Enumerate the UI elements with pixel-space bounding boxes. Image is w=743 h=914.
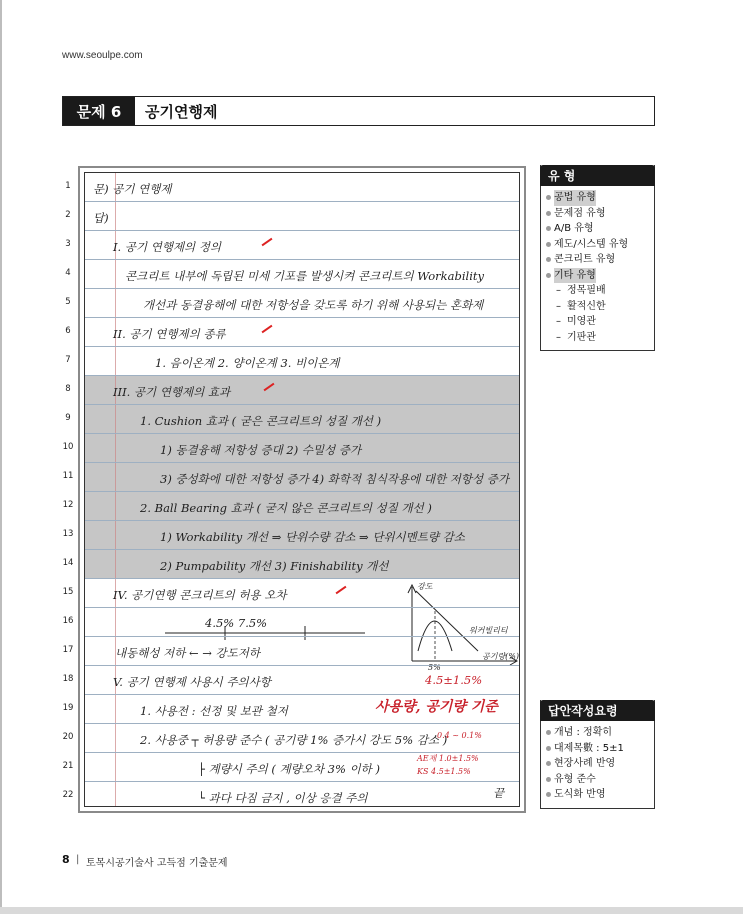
- air-content-note: 4.5±1.5%: [425, 673, 483, 687]
- type-item: [546, 252, 650, 268]
- type-item: [546, 206, 650, 222]
- line-number: 5: [65, 297, 71, 307]
- bullet-icon: [546, 257, 551, 262]
- handwritten-line: 개선과 동결융해에 대한 저항성을 갖도록 하기 위해 사용되는 혼화제: [143, 298, 484, 312]
- handwritten-line: 문) 공기 연행제: [93, 182, 172, 196]
- type-box-title: 유 형: [540, 165, 655, 186]
- book-title: 토목시공기술사 고득점 기출문제: [86, 858, 228, 869]
- line-number: 2: [65, 210, 71, 220]
- type-item-label: 콘크리트 유형: [554, 254, 616, 265]
- page-edge: [0, 0, 2, 914]
- footer-separator: |: [76, 854, 80, 865]
- handwritten-line: 콘크리트 내부에 독립된 미세 기포를 발생시켜 콘크리트의 Workability: [125, 269, 485, 283]
- handwritten-line: 1) 동결융해 저항성 증대 2) 수밀성 증가: [160, 443, 362, 457]
- guide-item: [546, 772, 650, 788]
- handwritten-line: IV. 공기연행 콘크리트의 허용 오차: [113, 588, 287, 602]
- guide-item: [546, 787, 650, 803]
- type-item: [546, 190, 650, 206]
- problem-title: 공기연행제: [145, 102, 218, 121]
- problem-number: 문제 6: [63, 97, 135, 125]
- line-number: 3: [65, 239, 71, 249]
- dash-icon: –: [556, 331, 561, 343]
- page-number: 8: [62, 853, 70, 866]
- line-number: 18: [62, 674, 74, 684]
- handwritten-line: 2. 사용중 ┬ 허용량 준수 ( 공기량 1% 증가시 강도 5% 감소 ): [140, 733, 448, 747]
- handwritten-line: 2) Pumpability 개선 3) Finishability 개선: [160, 559, 389, 573]
- guide-item-label: 개념 : 정확히: [554, 727, 613, 738]
- answer-sheet: [78, 166, 526, 813]
- guide-item: [546, 756, 650, 772]
- type-list: [541, 186, 654, 350]
- bullet-icon: [546, 792, 551, 797]
- line-number: 13: [62, 529, 74, 539]
- red-emphasis-note: 사용량, 공기량 기준: [375, 699, 498, 715]
- ae-note: AE제 1.0±1.5%: [417, 754, 479, 763]
- handwritten-line: 내동해성 저하 ← → 강도저하: [115, 646, 260, 660]
- line-number: 15: [62, 587, 74, 597]
- sheet-row: [85, 608, 519, 637]
- line-number: 22: [62, 790, 74, 800]
- dash-icon: –: [556, 285, 561, 296]
- line-number: 6: [65, 326, 71, 336]
- handwritten-line: III. 공기 연행제의 효과: [113, 385, 231, 399]
- bullet-icon: [546, 195, 551, 200]
- line-number: 17: [62, 645, 74, 655]
- handwritten-line: 1. Cushion 효과 ( 굳은 콘크리트의 성질 개선 ): [140, 414, 382, 428]
- line-number: 8: [65, 384, 71, 394]
- line-number: 1: [65, 181, 71, 191]
- bullet-icon: [546, 226, 551, 231]
- bullet-icon: [546, 761, 551, 766]
- bullet-icon: [546, 730, 551, 735]
- handwritten-line: ├ 계량시 주의 ( 계량오차 3% 이하 ): [198, 762, 380, 776]
- line-number: 20: [62, 732, 74, 742]
- bullet-icon: [546, 211, 551, 216]
- site-url: www.seoulpe.com: [62, 50, 143, 61]
- type-item-label: A/B 유형: [554, 223, 594, 234]
- handwritten-line: 1. 음이온계 2. 양이온계 3. 비이온계: [155, 356, 340, 370]
- guide-item-label: 대제목數 : 5±1: [554, 742, 624, 754]
- guide-box: [540, 700, 655, 809]
- type-item-label: 문제점 유형: [554, 207, 606, 219]
- type-item: [546, 268, 650, 284]
- handwritten-line: II. 공기 연행제의 종류: [113, 327, 226, 341]
- handwritten-line: I. 공기 연행제의 정의: [113, 240, 222, 254]
- bullet-icon: [546, 242, 551, 247]
- graph-y-label: 강도: [417, 582, 433, 591]
- dash-icon: –: [556, 300, 561, 312]
- line-number: 19: [62, 703, 74, 713]
- line-number: 7: [65, 355, 71, 365]
- problem-header: [62, 96, 655, 126]
- type-sub-item: [546, 299, 650, 315]
- type-sub-item-label: 미영관: [567, 316, 596, 327]
- guide-item: [546, 725, 650, 741]
- handwritten-line: 2. Ball Bearing 효과 ( 굳지 않은 콘크리트의 성질 개선 ): [140, 501, 432, 515]
- handwritten-line: └ 과다 다짐 금지 , 이상 응결 주의: [198, 791, 368, 805]
- type-sub-item-label: 활적신한: [567, 300, 606, 312]
- line-number: 10: [62, 442, 74, 452]
- guide-item: [546, 741, 650, 757]
- range-note: 0.4 ~ 0.1%: [437, 731, 482, 740]
- handwritten-line: 1. 사용전 : 선정 및 보관 철저: [140, 704, 288, 718]
- type-sub-item-label: 정목필배: [567, 285, 606, 296]
- guide-box-title: 답안작성요령: [540, 700, 655, 721]
- line-number: 16: [62, 616, 74, 626]
- type-sub-item-label: 기판관: [567, 331, 596, 343]
- bullet-icon: [546, 273, 551, 278]
- handwritten-line: 4.5% 7.5%: [205, 616, 268, 630]
- graph-curve-label: 워커빌리티: [469, 626, 508, 635]
- line-number: 9: [65, 413, 71, 423]
- type-item-label: 기타 유형: [554, 268, 596, 284]
- graph-x-label: 공기량(%): [482, 652, 520, 661]
- guide-item-label: 도식화 반영: [554, 789, 606, 800]
- handwritten-line: 1) Workability 개선 ⇒ 단위수량 감소 ⇒ 단위시멘트량 감소: [160, 530, 465, 544]
- guide-item-label: 유형 준수: [554, 773, 596, 785]
- sheet-row: [85, 202, 519, 231]
- answer-sheet-paper: [84, 172, 520, 807]
- bullet-icon: [546, 777, 551, 782]
- guide-list: [541, 721, 654, 808]
- line-number: 11: [62, 471, 74, 481]
- handwritten-line: V. 공기 연행제 사용시 주의사항: [113, 675, 271, 689]
- ks-note: KS 4.5±1.5%: [417, 767, 471, 776]
- type-item: [546, 237, 650, 253]
- line-number: 14: [62, 558, 74, 568]
- type-item-label: 공법 유형: [554, 190, 596, 206]
- line-number: 12: [62, 500, 74, 510]
- line-number: 21: [62, 761, 74, 771]
- handwritten-line: 답): [93, 211, 109, 225]
- handwritten-line: 3) 중성화에 대한 저항성 증가 4) 화학적 침식작용에 대한 저항성 증가: [160, 472, 509, 486]
- bullet-icon: [546, 746, 551, 751]
- end-mark: 끝: [493, 786, 505, 800]
- type-sub-item: [546, 330, 650, 346]
- type-item: [546, 221, 650, 237]
- page-edge-bottom: [0, 907, 743, 914]
- type-sub-item: [546, 283, 650, 299]
- guide-item-label: 현장사례 반영: [554, 758, 616, 769]
- type-box: [540, 165, 655, 351]
- type-sub-item: [546, 314, 650, 330]
- type-item-label: 제도/시스템 유형: [554, 238, 629, 250]
- dash-icon: –: [556, 316, 561, 327]
- line-number: 4: [65, 268, 71, 278]
- graph-x-tick: 5%: [428, 663, 441, 672]
